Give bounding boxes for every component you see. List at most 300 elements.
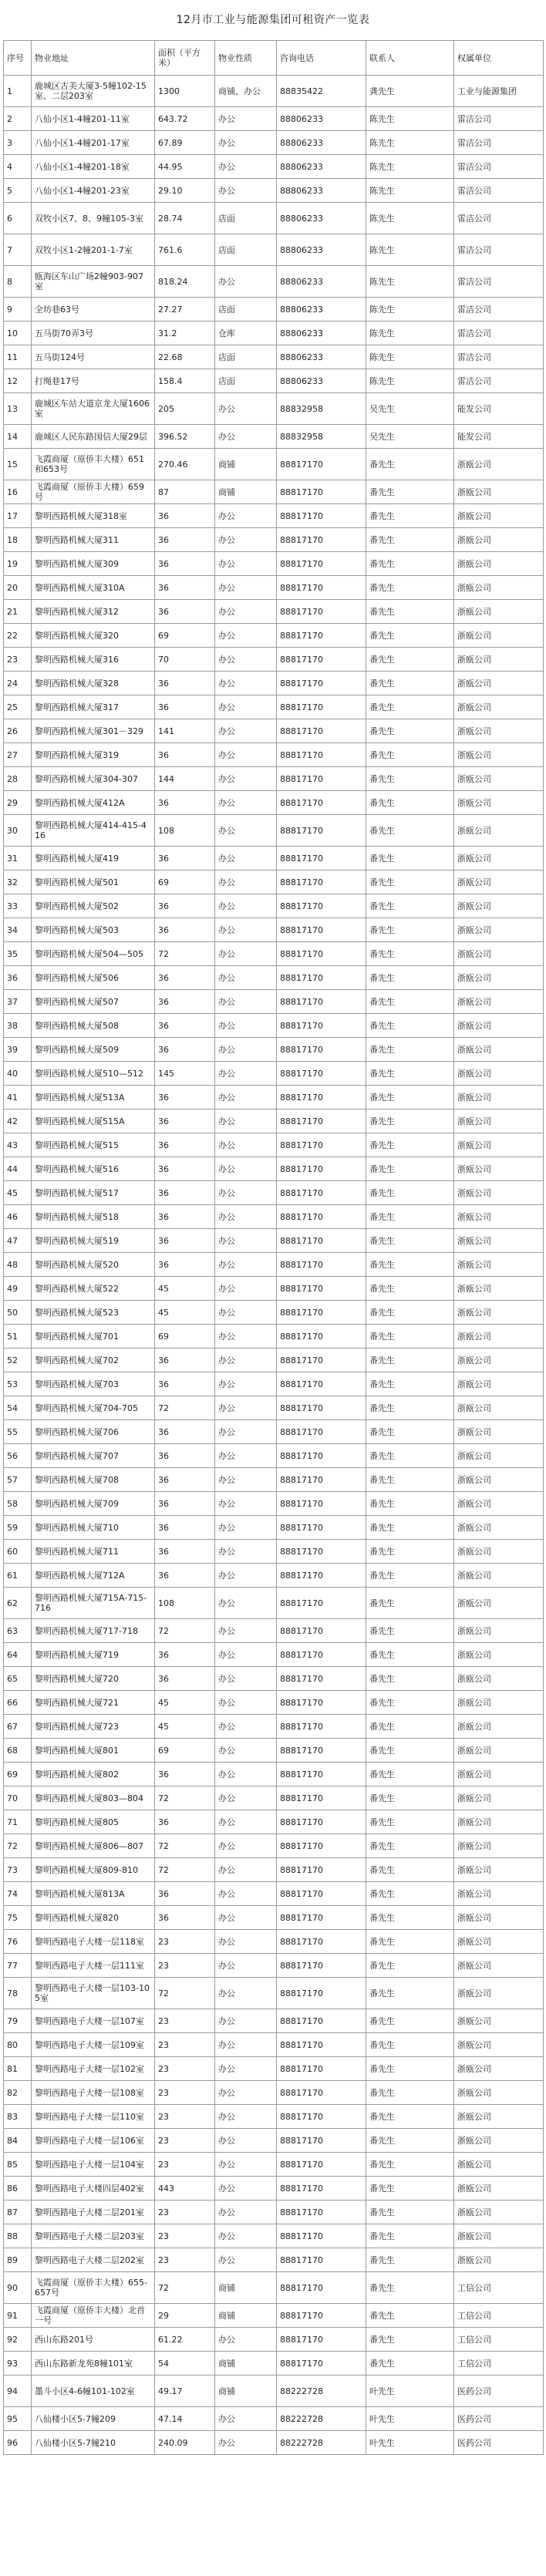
- cell-owner: 浙瓯公司: [454, 2033, 544, 2057]
- cell-index: 12: [4, 369, 32, 393]
- cell-property-type: 办公: [215, 2057, 277, 2081]
- table-row: [4, 918, 544, 942]
- cell-owner: 浙瓯公司: [454, 1906, 544, 1930]
- header-area: 面积（平方米）: [155, 41, 215, 76]
- cell-contact: 番先生: [366, 1786, 454, 1810]
- cell-area: 396.52: [155, 425, 215, 449]
- cell-area: 72: [155, 1858, 215, 1882]
- cell-property-type: 办公: [215, 918, 277, 942]
- table-row: [4, 2129, 544, 2153]
- cell-contact: 番先生: [366, 2033, 454, 2057]
- cell-phone: 88817170: [277, 1564, 366, 1588]
- table-row: [4, 1810, 544, 1834]
- cell-phone: 88817170: [277, 2033, 366, 2057]
- cell-property-type: 办公: [215, 266, 277, 298]
- cell-property-type: 办公: [215, 1978, 277, 2009]
- cell-index: 17: [4, 504, 32, 528]
- cell-area: 36: [155, 1810, 215, 1834]
- cell-address: 黎明西路机械大厦412A: [32, 791, 155, 815]
- table-row: [4, 107, 544, 131]
- cell-contact: 陈先生: [366, 266, 454, 298]
- cell-contact: 番先生: [366, 2081, 454, 2105]
- table-row: [4, 870, 544, 894]
- cell-property-type: 办公: [215, 107, 277, 131]
- cell-index: 78: [4, 1978, 32, 2009]
- cell-property-type: 办公: [215, 2033, 277, 2057]
- cell-property-type: 办公: [215, 966, 277, 990]
- cell-area: 36: [155, 966, 215, 990]
- cell-contact: 番先生: [366, 1930, 454, 1954]
- table-row: [4, 2009, 544, 2033]
- table-row: [4, 1062, 544, 1086]
- table-row: [4, 1086, 544, 1110]
- cell-address: 黎明西路电子大楼一层109室: [32, 2033, 155, 2057]
- cell-contact: 番先生: [366, 1444, 454, 1468]
- cell-owner: 医药公司: [454, 2376, 544, 2407]
- cell-phone: 88817170: [277, 2153, 366, 2177]
- cell-property-type: 办公: [215, 2224, 277, 2248]
- cell-area: 36: [155, 1229, 215, 1253]
- cell-contact: 番先生: [366, 1540, 454, 1564]
- cell-index: 43: [4, 1133, 32, 1157]
- cell-address: 黎明西路机械大厦805: [32, 1810, 155, 1834]
- cell-address: 黎明西路机械大厦309: [32, 552, 155, 576]
- cell-phone: 88817170: [277, 624, 366, 648]
- cell-address: 黎明西路电子大楼一层111室: [32, 1954, 155, 1978]
- cell-property-type: 办公: [215, 1014, 277, 1038]
- cell-area: 45: [155, 1277, 215, 1301]
- cell-contact: 番先生: [366, 1133, 454, 1157]
- cell-owner: 浙瓯公司: [454, 1133, 544, 1157]
- cell-address: 黎明西路机械大厦317: [32, 695, 155, 719]
- cell-phone: 88817170: [277, 918, 366, 942]
- cell-address: 黎明西路机械大厦709: [32, 1492, 155, 1516]
- table-row: [4, 1301, 544, 1325]
- cell-contact: 陈先生: [366, 179, 454, 203]
- cell-owner: 浙瓯公司: [454, 966, 544, 990]
- table-row: [4, 345, 544, 369]
- cell-index: 93: [4, 2352, 32, 2376]
- cell-contact: 番先生: [366, 2248, 454, 2272]
- cell-index: 86: [4, 2177, 32, 2201]
- cell-address: 黎明西路机械大厦711: [32, 1540, 155, 1564]
- cell-index: 80: [4, 2033, 32, 2057]
- cell-contact: 番先生: [366, 480, 454, 504]
- cell-address: 五马街70弄3号: [32, 322, 155, 345]
- cell-address: 西山东路新龙苑8幢101室: [32, 2352, 155, 2376]
- table-row: [4, 1978, 544, 2009]
- header-phone: 咨询电话: [277, 41, 366, 76]
- cell-contact: 番先生: [366, 1014, 454, 1038]
- cell-index: 59: [4, 1516, 32, 1540]
- cell-phone: 88817170: [277, 1349, 366, 1372]
- table-row: [4, 552, 544, 576]
- cell-address: 黎明西路机械大厦502: [32, 894, 155, 918]
- cell-owner: 浙瓯公司: [454, 918, 544, 942]
- cell-owner: 浙瓯公司: [454, 695, 544, 719]
- cell-address: 黎明西路机械大厦801: [32, 1739, 155, 1763]
- cell-area: 36: [155, 1882, 215, 1906]
- cell-phone: 88817170: [277, 2248, 366, 2272]
- cell-phone: 88817170: [277, 695, 366, 719]
- cell-phone: 88806233: [277, 345, 366, 369]
- cell-contact: 番先生: [366, 1858, 454, 1882]
- table-row: [4, 600, 544, 624]
- cell-owner: 浙瓯公司: [454, 1834, 544, 1858]
- cell-property-type: 办公: [215, 2009, 277, 2033]
- cell-address: 八仙小区1-4幢201-18室: [32, 155, 155, 179]
- table-row: [4, 1763, 544, 1786]
- cell-index: 50: [4, 1301, 32, 1325]
- cell-area: 36: [155, 600, 215, 624]
- cell-area: 36: [155, 847, 215, 870]
- cell-contact: 番先生: [366, 2328, 454, 2352]
- cell-phone: 88817170: [277, 767, 366, 791]
- cell-contact: 番先生: [366, 1229, 454, 1253]
- header-index: 序号: [4, 41, 32, 76]
- cell-index: 77: [4, 1954, 32, 1978]
- cell-owner: 浙瓯公司: [454, 942, 544, 966]
- table-row: [4, 1691, 544, 1715]
- cell-contact: 龚先生: [366, 76, 454, 107]
- cell-phone: 88817170: [277, 2352, 366, 2376]
- cell-contact: 番先生: [366, 1205, 454, 1229]
- cell-property-type: 办公: [215, 1349, 277, 1372]
- cell-phone: 88806233: [277, 131, 366, 155]
- cell-contact: 番先生: [366, 449, 454, 480]
- cell-phone: 88817170: [277, 942, 366, 966]
- cell-phone: 88832958: [277, 425, 366, 449]
- cell-property-type: 办公: [215, 1277, 277, 1301]
- cell-contact: 陈先生: [366, 298, 454, 322]
- cell-index: 20: [4, 576, 32, 600]
- cell-address: 黎明西路机械大厦316: [32, 648, 155, 672]
- cell-owner: 浙瓯公司: [454, 2057, 544, 2081]
- cell-area: 23: [155, 2009, 215, 2033]
- table-row: [4, 1715, 544, 1739]
- cell-index: 53: [4, 1372, 32, 1396]
- cell-address: 鹿城区车站大道京龙大厦1606室: [32, 393, 155, 425]
- cell-owner: 浙瓯公司: [454, 1715, 544, 1739]
- cell-index: 62: [4, 1588, 32, 1619]
- cell-contact: 番先生: [366, 1110, 454, 1133]
- cell-index: 56: [4, 1444, 32, 1468]
- cell-index: 54: [4, 1396, 32, 1420]
- header-owner: 权属单位: [454, 41, 544, 76]
- cell-property-type: 办公: [215, 942, 277, 966]
- cell-index: 11: [4, 345, 32, 369]
- table-row: [4, 1858, 544, 1882]
- cell-owner: 浙瓯公司: [454, 743, 544, 767]
- cell-phone: 88817170: [277, 1643, 366, 1667]
- cell-index: 55: [4, 1420, 32, 1444]
- cell-property-type: 办公: [215, 648, 277, 672]
- cell-phone: 88817170: [277, 1468, 366, 1492]
- cell-index: 94: [4, 2376, 32, 2407]
- cell-phone: 88817170: [277, 1810, 366, 1834]
- table-row: [4, 393, 544, 425]
- cell-phone: 88817170: [277, 1882, 366, 1906]
- cell-address: 黎明西路电子大楼一层118室: [32, 1930, 155, 1954]
- cell-owner: 浙瓯公司: [454, 624, 544, 648]
- cell-address: 黎明西路机械大厦311: [32, 528, 155, 552]
- cell-phone: 88817170: [277, 2304, 366, 2328]
- cell-address: 黎明西路机械大厦710: [32, 1516, 155, 1540]
- cell-property-type: 办公: [215, 552, 277, 576]
- cell-phone: 88817170: [277, 1014, 366, 1038]
- cell-property-type: 办公: [215, 870, 277, 894]
- cell-index: 38: [4, 1014, 32, 1038]
- cell-index: 5: [4, 179, 32, 203]
- cell-property-type: 办公: [215, 1540, 277, 1564]
- cell-index: 47: [4, 1229, 32, 1253]
- cell-area: 44.95: [155, 155, 215, 179]
- cell-owner: 浙瓯公司: [454, 2105, 544, 2129]
- cell-owner: 工业与能源集团: [454, 76, 544, 107]
- cell-property-type: 商铺、办公: [215, 76, 277, 107]
- cell-index: 31: [4, 847, 32, 870]
- cell-owner: 浙瓯公司: [454, 767, 544, 791]
- cell-property-type: 办公: [215, 2407, 277, 2431]
- cell-phone: 88817170: [277, 1978, 366, 2009]
- cell-contact: 番先生: [366, 648, 454, 672]
- cell-index: 72: [4, 1834, 32, 1858]
- cell-phone: 88817170: [277, 672, 366, 695]
- cell-phone: 88817170: [277, 2177, 366, 2201]
- cell-property-type: 办公: [215, 847, 277, 870]
- cell-index: 95: [4, 2407, 32, 2431]
- cell-property-type: 办公: [215, 1444, 277, 1468]
- cell-contact: 番先生: [366, 1882, 454, 1906]
- cell-address: 黎明西路机械大厦707: [32, 1444, 155, 1468]
- table-row: [4, 2328, 544, 2352]
- cell-index: 51: [4, 1325, 32, 1349]
- cell-property-type: 办公: [215, 1739, 277, 1763]
- header-contact: 联系人: [366, 41, 454, 76]
- cell-phone: 88817170: [277, 847, 366, 870]
- cell-address: 黎明西路机械大厦507: [32, 990, 155, 1014]
- cell-phone: 88817170: [277, 1420, 366, 1444]
- cell-property-type: 办公: [215, 1420, 277, 1444]
- cell-area: 36: [155, 743, 215, 767]
- cell-phone: 88817170: [277, 1930, 366, 1954]
- cell-index: 49: [4, 1277, 32, 1301]
- cell-index: 81: [4, 2057, 32, 2081]
- cell-address: 黎明西路机械大厦318室: [32, 504, 155, 528]
- cell-area: 761.6: [155, 234, 215, 266]
- cell-contact: 番先生: [366, 1954, 454, 1978]
- cell-contact: 番先生: [366, 2304, 454, 2328]
- table-row: [4, 528, 544, 552]
- cell-address: 西山东路201号: [32, 2328, 155, 2352]
- cell-index: 9: [4, 298, 32, 322]
- cell-index: 27: [4, 743, 32, 767]
- table-row: [4, 1516, 544, 1540]
- cell-address: 八仙小区1-4幢201-17室: [32, 131, 155, 155]
- table-row: [4, 1468, 544, 1492]
- cell-index: 85: [4, 2153, 32, 2177]
- cell-property-type: 办公: [215, 1229, 277, 1253]
- cell-property-type: 办公: [215, 1715, 277, 1739]
- cell-phone: 88817170: [277, 1110, 366, 1133]
- cell-contact: 叶先生: [366, 2431, 454, 2455]
- cell-contact: 番先生: [366, 600, 454, 624]
- cell-contact: 番先生: [366, 672, 454, 695]
- cell-property-type: 办公: [215, 894, 277, 918]
- cell-area: 72: [155, 1834, 215, 1858]
- cell-area: 443: [155, 2177, 215, 2201]
- cell-property-type: 办公: [215, 425, 277, 449]
- cell-phone: 88817170: [277, 1786, 366, 1810]
- cell-index: 6: [4, 203, 32, 234]
- cell-area: 36: [155, 1038, 215, 1062]
- table-row: [4, 449, 544, 480]
- cell-phone: 88817170: [277, 1858, 366, 1882]
- cell-contact: 陈先生: [366, 369, 454, 393]
- cell-area: 36: [155, 1906, 215, 1930]
- cell-area: 36: [155, 1564, 215, 1588]
- table-row: [4, 369, 544, 393]
- cell-owner: 浙瓯公司: [454, 847, 544, 870]
- cell-phone: 88222728: [277, 2407, 366, 2431]
- cell-phone: 88817170: [277, 1444, 366, 1468]
- cell-area: 36: [155, 1763, 215, 1786]
- cell-owner: 浙瓯公司: [454, 1930, 544, 1954]
- cell-owner: 雷洁公司: [454, 179, 544, 203]
- table-row: [4, 1420, 544, 1444]
- cell-owner: 浙瓯公司: [454, 2009, 544, 2033]
- cell-area: 27.27: [155, 298, 215, 322]
- cell-owner: 雷洁公司: [454, 298, 544, 322]
- cell-contact: 番先生: [366, 1157, 454, 1181]
- cell-address: 飞霞商厦（原侨丰大楼）651和653号: [32, 449, 155, 480]
- cell-index: 67: [4, 1715, 32, 1739]
- table-row: [4, 2304, 544, 2328]
- cell-owner: 医药公司: [454, 2407, 544, 2431]
- cell-property-type: 办公: [215, 2153, 277, 2177]
- cell-phone: 88806233: [277, 298, 366, 322]
- cell-owner: 浙瓯公司: [454, 552, 544, 576]
- cell-index: 13: [4, 393, 32, 425]
- cell-property-type: 办公: [215, 1133, 277, 1157]
- cell-area: 29: [155, 2304, 215, 2328]
- cell-property-type: 办公: [215, 2177, 277, 2201]
- cell-property-type: 办公: [215, 1691, 277, 1715]
- cell-area: 47.14: [155, 2407, 215, 2431]
- cell-index: 96: [4, 2431, 32, 2455]
- cell-owner: 浙瓯公司: [454, 1739, 544, 1763]
- cell-phone: 88222728: [277, 2431, 366, 2455]
- table-row: [4, 2352, 544, 2376]
- cell-phone: 88817170: [277, 1301, 366, 1325]
- table-row: [4, 719, 544, 743]
- table-header-row: [4, 41, 544, 76]
- cell-property-type: 办公: [215, 1110, 277, 1133]
- cell-index: 29: [4, 791, 32, 815]
- cell-phone: 88817170: [277, 1954, 366, 1978]
- cell-index: 32: [4, 870, 32, 894]
- cell-contact: 番先生: [366, 504, 454, 528]
- cell-phone: 88817170: [277, 2272, 366, 2304]
- cell-address: 黎明西路机械大厦516: [32, 1157, 155, 1181]
- cell-owner: 浙瓯公司: [454, 815, 544, 847]
- table-row: [4, 480, 544, 504]
- cell-address: 飞霞商厦（原侨丰大楼）655-657号: [32, 2272, 155, 2304]
- cell-contact: 番先生: [366, 2272, 454, 2304]
- cell-owner: 浙瓯公司: [454, 1277, 544, 1301]
- cell-contact: 番先生: [366, 1667, 454, 1691]
- cell-index: 71: [4, 1810, 32, 1834]
- cell-area: 36: [155, 791, 215, 815]
- cell-contact: 番先生: [366, 1588, 454, 1619]
- cell-phone: 88817170: [277, 1588, 366, 1619]
- cell-address: 黎明西路机械大厦719: [32, 1643, 155, 1667]
- cell-owner: 雷洁公司: [454, 345, 544, 369]
- cell-phone: 88806233: [277, 369, 366, 393]
- cell-property-type: 商铺: [215, 2376, 277, 2407]
- cell-property-type: 办公: [215, 2129, 277, 2153]
- cell-address: 黎明西路机械大厦414-415-416: [32, 815, 155, 847]
- cell-address: 黎明西路电子大楼一层110室: [32, 2105, 155, 2129]
- cell-address: 黎明西路机械大厦517: [32, 1181, 155, 1205]
- table-row: [4, 2105, 544, 2129]
- cell-contact: 番先生: [366, 847, 454, 870]
- cell-contact: 番先生: [366, 2009, 454, 2033]
- cell-owner: 浙瓯公司: [454, 1643, 544, 1667]
- cell-index: 75: [4, 1906, 32, 1930]
- cell-property-type: 办公: [215, 179, 277, 203]
- cell-address: 黎明西路机械大厦304-307: [32, 767, 155, 791]
- cell-phone: 88222728: [277, 2376, 366, 2407]
- cell-address: 黎明西路机械大厦503: [32, 918, 155, 942]
- cell-phone: 88832958: [277, 393, 366, 425]
- table-row: [4, 2248, 544, 2272]
- cell-area: 72: [155, 1786, 215, 1810]
- table-row: [4, 1954, 544, 1978]
- cell-address: 黎明西路机械大厦504—505: [32, 942, 155, 966]
- cell-index: 36: [4, 966, 32, 990]
- cell-owner: 雷洁公司: [454, 369, 544, 393]
- cell-address: 黎明西路机械大厦310A: [32, 576, 155, 600]
- table-row: [4, 1643, 544, 1667]
- cell-index: 2: [4, 107, 32, 131]
- cell-area: 72: [155, 942, 215, 966]
- cell-contact: 番先生: [366, 1516, 454, 1540]
- cell-contact: 番先生: [366, 1325, 454, 1349]
- table-row: [4, 2272, 544, 2304]
- cell-owner: 浙瓯公司: [454, 1468, 544, 1492]
- cell-index: 79: [4, 2009, 32, 2033]
- cell-phone: 88817170: [277, 1205, 366, 1229]
- cell-owner: 浙瓯公司: [454, 480, 544, 504]
- cell-index: 48: [4, 1253, 32, 1277]
- cell-phone: 88817170: [277, 1667, 366, 1691]
- cell-contact: 番先生: [366, 1349, 454, 1372]
- cell-address: 双牧小区7、8、9幢105-3室: [32, 203, 155, 234]
- cell-owner: 雷洁公司: [454, 234, 544, 266]
- cell-area: 69: [155, 1739, 215, 1763]
- cell-index: 61: [4, 1564, 32, 1588]
- cell-property-type: 办公: [215, 1396, 277, 1420]
- table-row: [4, 1882, 544, 1906]
- cell-owner: 浙瓯公司: [454, 1588, 544, 1619]
- cell-area: 23: [155, 2033, 215, 2057]
- cell-index: 58: [4, 1492, 32, 1516]
- table-row: [4, 791, 544, 815]
- cell-phone: 88817170: [277, 2201, 366, 2224]
- table-row: [4, 266, 544, 298]
- cell-phone: 88817170: [277, 2057, 366, 2081]
